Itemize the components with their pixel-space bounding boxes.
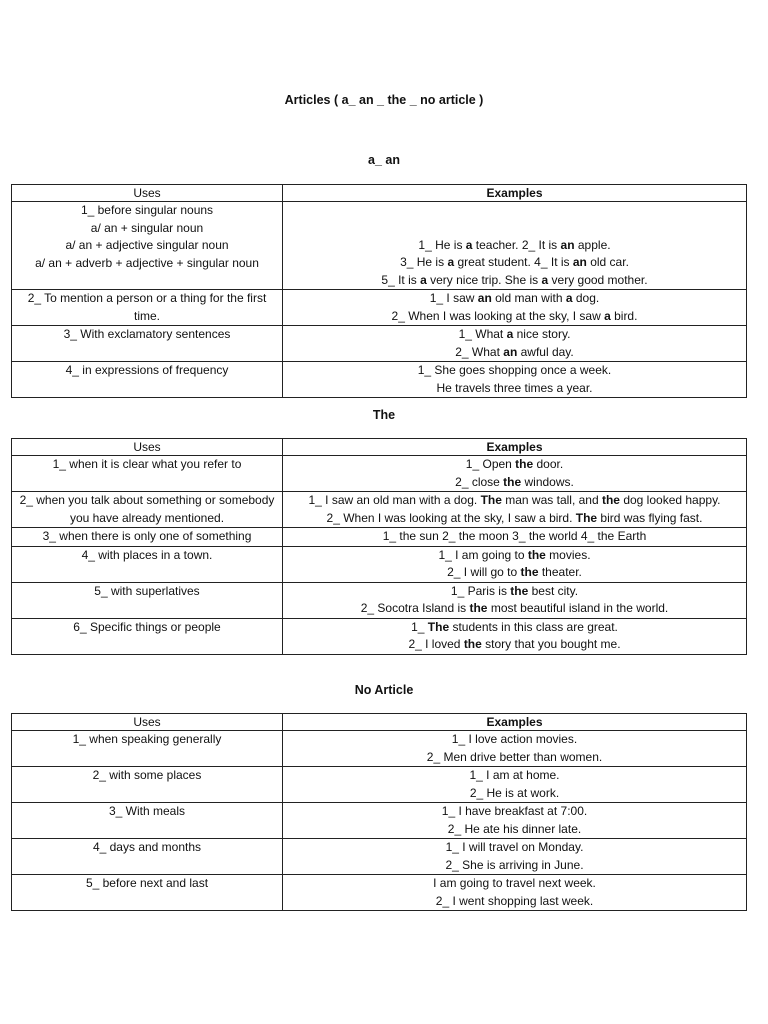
uses-text: a/ an + singular noun (90, 220, 204, 235)
uses-text: 3_ With exclamatory sentences (63, 327, 231, 341)
table-the (11, 438, 747, 655)
uses-text: 4_ with places in a town. (81, 547, 213, 562)
example-text: 2_ He is at work. (469, 785, 560, 800)
example-text: 1_ What a nice story. (458, 327, 571, 341)
example-text: 1_ I saw an old man with a dog. (429, 291, 600, 305)
uses-text: 1_ when speaking generally (72, 732, 222, 746)
examples-cell (283, 202, 747, 290)
uses-cell (12, 839, 283, 875)
example-text: 2_ I went shopping last week. (435, 893, 594, 908)
table-row (12, 492, 747, 528)
examples-cell (283, 618, 747, 654)
uses-cell (12, 456, 283, 492)
example-text: 2_ Socotra Island is the most beautiful island in the world. (360, 601, 669, 615)
examples-cell (283, 582, 747, 618)
examples-cell (283, 492, 747, 528)
uses-text: 4_ in expressions of frequency (65, 363, 229, 377)
example-text: 1_ I am at home. (469, 768, 560, 782)
examples-cell (283, 839, 747, 875)
section-title-no-article: No Article (354, 683, 414, 697)
examples-cell (283, 290, 747, 326)
uses-text: a/ an + adverb + adjective + singular noun (35, 255, 259, 270)
uses-text: 2_ To mention a person or a thing for the first time. (27, 291, 267, 323)
table-row (12, 839, 747, 875)
example-text: 5_ It is a very nice trip. She is a very good mother. (381, 272, 648, 287)
examples-cell (283, 456, 747, 492)
section-title-the: The (372, 408, 396, 422)
uses-cell (12, 290, 283, 326)
example-text: 2_ When I was looking at the sky, I saw a bird. The bird was flying fast. (326, 510, 703, 525)
example-text: 1_ I will travel on Monday. (445, 840, 584, 854)
examples-cell (283, 528, 747, 547)
examples-header: Examples (283, 185, 747, 202)
table-a-an (11, 184, 747, 398)
examples-cell (283, 803, 747, 839)
table-row (12, 546, 747, 582)
table-row (12, 202, 747, 290)
example-text: 2_ close the windows. (455, 474, 574, 489)
example-text: 2_ She is arriving in June. (445, 857, 584, 872)
uses-cell (12, 875, 283, 911)
example-text: 1_ Open the door. (465, 457, 564, 471)
example-text: 1_ She goes shopping once a week. (417, 363, 612, 377)
uses-cell (12, 731, 283, 767)
table-row (12, 803, 747, 839)
uses-text: a/ an + adjective singular noun (65, 238, 229, 252)
example-text: 1_ the sun 2_ the moon 3_ the world 4_ the Earth (382, 529, 647, 543)
section-title-a-an: a_ an (368, 153, 400, 167)
uses-header: Uses (12, 185, 283, 202)
example-text: 3_ He is a great student. 4_ It is an old car. (400, 255, 629, 269)
examples-cell (283, 731, 747, 767)
uses-text: 5_ with superlatives (94, 583, 200, 598)
table-row (12, 618, 747, 654)
uses-cell (12, 546, 283, 582)
table-row (12, 326, 747, 362)
example-text: 1_ The students in this class are great. (411, 619, 618, 634)
example-text: 2_ I loved the story that you bought me. (408, 637, 621, 651)
example-text: 2_ Men drive better than women. (426, 749, 603, 764)
uses-text: 3_ With meals (108, 804, 186, 818)
table-row (12, 528, 747, 547)
example-text: 1_ I saw an old man with a dog. The man was tall, and the dog looked happy. (308, 493, 721, 507)
document-title: Articles ( a_ an _ the _ no article ) (284, 93, 484, 107)
example-text: 1_ I love action movies. (451, 732, 578, 746)
examples-cell (283, 767, 747, 803)
table-row (12, 582, 747, 618)
uses-cell (12, 362, 283, 398)
example-text: 2_ I will go to the theater. (447, 565, 582, 579)
example-text: 2_ When I was looking at the sky, I saw a bird. (391, 308, 638, 323)
examples-header: Examples (283, 439, 747, 456)
uses-text: 1_ before singular nouns (80, 203, 214, 217)
example-text: 1_ I am going to the movies. (438, 547, 591, 562)
uses-text: 3_ when there is only one of something (42, 529, 252, 543)
uses-header: Uses (12, 439, 283, 456)
uses-cell (12, 528, 283, 547)
table-header-row (12, 185, 747, 202)
examples-cell (283, 362, 747, 398)
uses-text: 6_ Specific things or people (73, 619, 221, 634)
uses-text: 2_ when you talk about something or somebody you have already mentioned. (19, 493, 275, 525)
uses-cell (12, 803, 283, 839)
example-text: 1_ He is a teacher. 2_ It is an apple. (418, 237, 611, 252)
example-text: He travels three times a year. (436, 380, 593, 395)
table-no-article (11, 713, 747, 911)
table-header-row (12, 714, 747, 731)
table-row (12, 731, 747, 767)
uses-cell (12, 326, 283, 362)
table-row (12, 875, 747, 911)
uses-text: 1_ when it is clear what you refer to (52, 457, 242, 471)
examples-header: Examples (283, 714, 747, 731)
uses-cell (12, 618, 283, 654)
uses-cell (12, 767, 283, 803)
table-row (12, 456, 747, 492)
example-text: 2_ He ate his dinner late. (447, 821, 582, 836)
uses-cell (12, 582, 283, 618)
examples-cell (283, 546, 747, 582)
uses-text: 4_ days and months (92, 840, 202, 854)
uses-text: 5_ before next and last (85, 876, 209, 890)
example-text: 1_ Paris is the best city. (450, 583, 579, 598)
example-text: 1_ I have breakfast at 7:00. (441, 804, 588, 818)
uses-header: Uses (12, 714, 283, 731)
uses-text: 2_ with some places (92, 768, 202, 782)
examples-cell (283, 875, 747, 911)
table-row (12, 767, 747, 803)
uses-cell (12, 492, 283, 528)
table-row (12, 362, 747, 398)
uses-cell (12, 202, 283, 290)
example-text: 2_ What an awful day. (455, 344, 574, 359)
examples-cell (283, 326, 747, 362)
table-header-row (12, 439, 747, 456)
example-text: I am going to travel next week. (433, 876, 596, 890)
table-row (12, 290, 747, 326)
